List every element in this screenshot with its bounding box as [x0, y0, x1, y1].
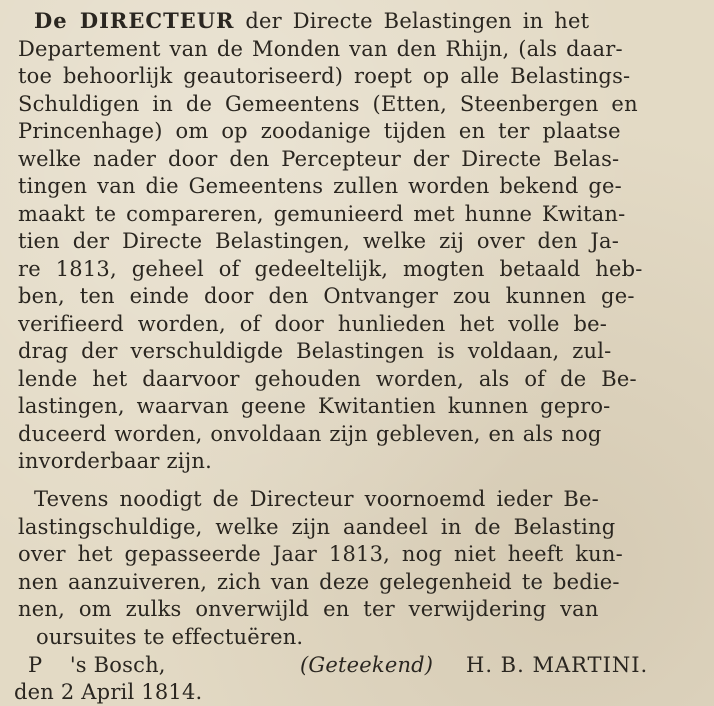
notice-line-text: lende het daarvoor gehouden worden, als of de Be- [18, 367, 637, 391]
notice-line [18, 596, 692, 622]
notice-line [18, 118, 692, 144]
notice-line [18, 569, 692, 595]
notice-date: den 2 April 1814. [14, 680, 203, 704]
notice-line-text: verifieerd worden, of door hunlieden het volle be- [18, 312, 608, 336]
notice-line [34, 486, 692, 512]
notice-line-text: over het gepasseerde Jaar 1813, nog niet heeft kun- [18, 542, 623, 566]
notice-line-text: oursuites te effectuëren. [36, 625, 304, 649]
notice-line [18, 393, 692, 419]
notice-line-text: Schuldigen in de Gemeentens (Etten, Steenbergen en [18, 92, 638, 116]
notice-line [18, 366, 692, 392]
notice-line [18, 541, 692, 567]
notice-line-text: duceerd worden, onvoldaan zijn gebleven, en als nog [18, 422, 602, 446]
notice-line-text: lastingschuldige, welke zijn aandeel in de Belasting [18, 515, 616, 539]
notice-line [18, 91, 692, 117]
notice-line-text: lastingen, waarvan geene Kwitantien kunnen gepro- [18, 394, 611, 418]
notice-line [18, 448, 212, 474]
notice-line [18, 228, 692, 254]
signatory-name: H. B. MARTINI. [466, 653, 649, 677]
notice-line-text: Departement van de Monden van den Rhijn, (als daar- [18, 37, 623, 61]
notice-line [18, 338, 692, 364]
notice-line-text: re 1813, geheel of gedeeltelijk, mogten betaald heb- [18, 257, 643, 281]
notice-line [18, 36, 692, 62]
notice-line [18, 311, 692, 337]
notice-line-text: welke nader door den Percepteur der Directe Belas- [18, 147, 620, 171]
notice-line [18, 514, 692, 540]
notice-line-text: invorderbaar zijn. [18, 449, 212, 473]
notice-line-text: Tevens noodigt de Directeur voornoemd ieder Be- [34, 487, 599, 511]
notice-line-text: tien der Directe Belastingen, welke zij over den Ja- [18, 229, 620, 253]
notice-line [18, 146, 692, 172]
notice-line-text: De DIRECTEUR der Directe Belastingen in het [34, 8, 590, 33]
notice-line-text: maakt te compareren, gemunieerd met hunne Kwitan- [18, 202, 626, 226]
notice-line [18, 201, 692, 227]
place-name: P 's Bosch, [28, 653, 166, 677]
notice-line-text: Princenhage) om op zoodanige tijden en ter plaatse [18, 119, 621, 143]
notice-line [18, 256, 692, 282]
notice-line-text: drag der verschuldigde Belastingen is voldaan, zul- [18, 339, 612, 363]
notice-line [36, 624, 303, 650]
signed-note: (Geteekend) [300, 653, 434, 677]
notice-line [18, 63, 692, 89]
notice-line-text: nen, om zulks onverwijld en ter verwijdering van [18, 597, 599, 621]
notice-line-text: ben, ten einde door den Ontvanger zou kunnen ge- [18, 284, 635, 308]
notice-line-text: toe behoorlijk geautoriseerd) roept op alle Belastings- [18, 64, 631, 88]
notice-line-text: nen aanzuiveren, zich van deze gelegenheid te bedie- [18, 570, 620, 594]
notice-line-text: tingen van die Gemeentens zullen worden bekend ge- [18, 174, 622, 198]
notice-line [18, 173, 692, 199]
notice-line [18, 283, 692, 309]
notice-line [34, 8, 692, 34]
notice-line [18, 421, 692, 447]
